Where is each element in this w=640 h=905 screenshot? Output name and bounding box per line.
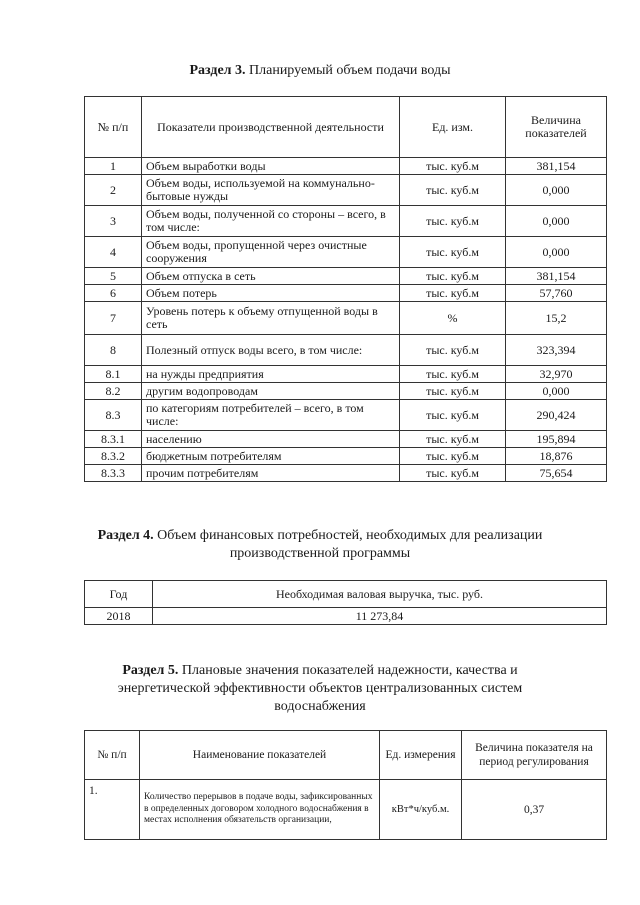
col-year-header: Год <box>85 581 153 608</box>
section3-heading-title: Планируемый объем подачи воды <box>249 63 451 78</box>
row-revenue: 11 273,84 <box>153 608 607 625</box>
section4-table <box>84 580 607 625</box>
table-row <box>85 268 607 285</box>
row-unit: % <box>400 302 506 335</box>
section5-heading-number: Раздел 5. <box>122 663 179 678</box>
row-unit: тыс. куб.м <box>400 175 506 206</box>
table-row <box>85 302 607 335</box>
row-unit: тыс. куб.м <box>400 366 506 383</box>
row-num: 8.1 <box>85 366 142 383</box>
row-num: 1. <box>85 780 140 840</box>
section5-header-row <box>85 731 607 780</box>
section5-heading-line2: энергетической эффективности объектов централизованных систем <box>117 681 523 696</box>
section3-table <box>84 96 607 482</box>
section4-heading-line1: Объем финансовых потребностей, необходимых для реализации <box>157 528 543 543</box>
row-unit: тыс. куб.м <box>400 206 506 237</box>
row-name: прочим потребителям <box>142 465 400 482</box>
row-unit: тыс. куб.м <box>400 383 506 400</box>
row-value: 15,2 <box>506 302 607 335</box>
section4-heading-number: Раздел 4. <box>97 528 154 543</box>
row-value: 195,894 <box>506 431 607 448</box>
row-unit: тыс. куб.м <box>400 431 506 448</box>
row-value: 0,37 <box>462 780 607 840</box>
section5-table <box>84 730 607 840</box>
section5-heading-line3: водоснабжения <box>274 699 366 714</box>
row-value: 57,760 <box>506 285 607 302</box>
row-name: Объем выработки воды <box>142 158 400 175</box>
row-unit: тыс. куб.м <box>400 158 506 175</box>
row-value: 0,000 <box>506 383 607 400</box>
row-value: 18,876 <box>506 448 607 465</box>
table-row <box>85 206 607 237</box>
table-row <box>85 335 607 366</box>
section4-heading <box>0 527 640 544</box>
col-name-header: Показатели производственной деятельности <box>142 97 400 158</box>
row-num: 2 <box>85 175 142 206</box>
row-value: 290,424 <box>506 400 607 431</box>
table-row <box>85 431 607 448</box>
row-name: Количество перерывов в подаче воды, зафиксированных в определенных договором холодного водоснабжения в местах исполнения обязательств организации, <box>140 780 380 840</box>
col-value-header: Величина показателей <box>506 97 607 158</box>
section4-heading-line2: производственной программы <box>229 546 411 561</box>
table-row <box>85 400 607 431</box>
row-value: 0,000 <box>506 206 607 237</box>
table-row <box>85 237 607 268</box>
row-name: на нужды предприятия <box>142 366 400 383</box>
row-value: 323,394 <box>506 335 607 366</box>
section3-header-row <box>85 97 607 158</box>
row-unit: тыс. куб.м <box>400 400 506 431</box>
row-unit: кВт*ч/куб.м. <box>380 780 462 840</box>
table-row <box>85 383 607 400</box>
section3-heading <box>0 62 640 79</box>
row-unit: тыс. куб.м <box>400 335 506 366</box>
section5-heading-line1: Плановые значения показателей надежности, качества и <box>181 663 518 678</box>
row-name: населению <box>142 431 400 448</box>
row-num: 8.3.1 <box>85 431 142 448</box>
row-value: 381,154 <box>506 158 607 175</box>
section3-heading-number: Раздел 3. <box>189 63 246 78</box>
col-name-header: Наименование показателей <box>140 731 380 780</box>
table-row <box>85 465 607 482</box>
row-unit: тыс. куб.м <box>400 465 506 482</box>
row-name: по категориям потребителей – всего, в том числе: <box>142 400 400 431</box>
row-unit: тыс. куб.м <box>400 285 506 302</box>
row-value: 381,154 <box>506 268 607 285</box>
col-num-header: № п/п <box>85 731 140 780</box>
row-num: 6 <box>85 285 142 302</box>
row-name: Объем потерь <box>142 285 400 302</box>
row-num: 3 <box>85 206 142 237</box>
table-row <box>85 448 607 465</box>
section4-header-row <box>85 581 607 608</box>
table-row <box>85 175 607 206</box>
row-name: Объем воды, пропущенной через очистные сооружения <box>142 237 400 268</box>
row-name: другим водопроводам <box>142 383 400 400</box>
table-row <box>85 158 607 175</box>
col-unit-header: Ед. измерения <box>380 731 462 780</box>
row-year: 2018 <box>85 608 153 625</box>
row-num: 8.3 <box>85 400 142 431</box>
row-num: 8.2 <box>85 383 142 400</box>
row-num: 4 <box>85 237 142 268</box>
table-row <box>85 285 607 302</box>
row-num: 1 <box>85 158 142 175</box>
row-name: Уровень потерь к объему отпущенной воды в сеть <box>142 302 400 335</box>
row-name: Объем отпуска в сеть <box>142 268 400 285</box>
row-name: Полезный отпуск воды всего, в том числе: <box>142 335 400 366</box>
row-unit: тыс. куб.м <box>400 237 506 268</box>
col-value-header: Величина показателя на период регулирования <box>462 731 607 780</box>
row-value: 0,000 <box>506 237 607 268</box>
row-unit: тыс. куб.м <box>400 268 506 285</box>
row-num: 8.3.3 <box>85 465 142 482</box>
row-value: 75,654 <box>506 465 607 482</box>
row-num: 8.3.2 <box>85 448 142 465</box>
row-num: 8 <box>85 335 142 366</box>
row-name: бюджетным потребителям <box>142 448 400 465</box>
row-name: Объем воды, используемой на коммунально-бытовые нужды <box>142 175 400 206</box>
row-value: 32,970 <box>506 366 607 383</box>
table-row <box>85 366 607 383</box>
col-num-header: № п/п <box>85 97 142 158</box>
row-unit: тыс. куб.м <box>400 448 506 465</box>
table-row <box>85 780 607 840</box>
col-unit-header: Ед. изм. <box>400 97 506 158</box>
row-value: 0,000 <box>506 175 607 206</box>
row-num: 7 <box>85 302 142 335</box>
section5-heading <box>0 662 640 679</box>
row-num: 5 <box>85 268 142 285</box>
row-name: Объем воды, полученной со стороны – всего, в том числе: <box>142 206 400 237</box>
col-revenue-header: Необходимая валовая выручка, тыс. руб. <box>153 581 607 608</box>
table-row <box>85 608 607 625</box>
